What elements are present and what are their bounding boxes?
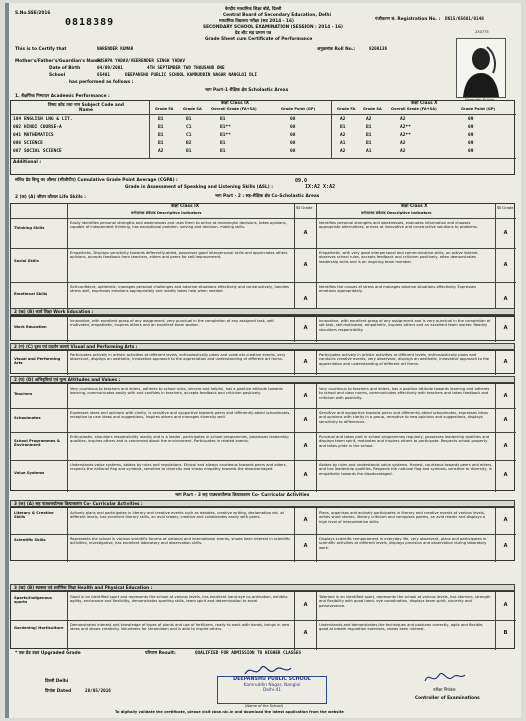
subject-row: [10, 140, 515, 148]
grade-x: A: [503, 517, 508, 523]
grade: C1: [186, 133, 192, 138]
part3-title: भाग Part - 3 सह पाठ्यचर्यात्मक क्रियाकलाप Co- Curricular Activities: [175, 493, 310, 498]
health-table: [10, 591, 515, 649]
controller-label: Controller of Examinations: [415, 696, 480, 701]
grade-ix: A: [303, 543, 308, 549]
grade-ix: A: [303, 393, 308, 399]
parents-name: PUSHPA YADAV/VEERENDER SINGH YADAV: [97, 59, 185, 64]
life-skills-title: 2 (क) (A) जीवन कौशल Life Skills :: [15, 195, 86, 200]
descriptor-ix: Empathetic, Displays sensitivity towards differently-abled, possesses good interpersonal skills and appreciates others opinions, accepts feedback from teachers, elders and peers for self-improvement.: [70, 251, 288, 260]
skill-name: School Programmes & Environment: [14, 439, 60, 448]
grade: A1: [340, 141, 346, 146]
subject-row: [10, 132, 515, 140]
grade: B2: [186, 141, 192, 146]
grade-x: A: [503, 417, 508, 423]
grade-ix: A: [303, 230, 308, 236]
grade: A1: [366, 149, 372, 154]
grade: A2: [158, 149, 164, 154]
descriptor-x: Abides by rules and understands value systems. Honest, courteous towards peers and elders, and has leadership qualities. Respects the national flag and symbols, sensitive to diversity, is empathetic towards the disadvantaged.: [319, 463, 493, 476]
grade: B1: [366, 125, 372, 130]
health-title: 3 (ख) (B) स्वास्थ्य एवं शारीरिक शिक्षा Health and Physical Education :: [10, 584, 515, 591]
descriptor-ix: Innovative, with excellent grasp of any assignment, very punctual in the completion of any assigned task, self-motivated, empathetic, inspires others and an excellent team worker.: [70, 319, 275, 328]
descriptor-ix: Enthusiastic, shoulders responsibility readily and is a leader, participates in school programmes, possesses leadership qualities, inspires others and is concerned about the environment. Participates in related events.: [70, 435, 289, 444]
school-name-caption: (Name of the School): [245, 704, 284, 708]
grade-ix: A: [303, 602, 308, 608]
grade-point: 08: [290, 149, 296, 154]
school-label: School: [49, 73, 66, 78]
grade-point: 09: [468, 133, 474, 138]
x-overall-header: Overall Grade (FA+SA): [391, 107, 437, 111]
grade: B1: [220, 149, 226, 154]
roll-number: 8208136: [369, 47, 388, 52]
grade: A2: [400, 141, 406, 146]
skill-name: Thinking Skills: [14, 226, 45, 230]
descriptor-x: Displays scientific temperament in everyday life, very observant, plans and participates in scientific activities at different levels, displays precision and observation during laboratory work.: [319, 537, 487, 550]
skill-name: Teachers: [14, 392, 33, 396]
controller-hindi: परीक्षा नियंत्रक: [433, 688, 456, 693]
grade: B1: [158, 133, 164, 138]
skill-name: Visual and Performing Arts: [14, 357, 61, 366]
attitudes-table: [10, 383, 515, 491]
parents-label: Mother's/Father's/Guardian's Name: [15, 59, 101, 64]
photo-caption: Narender Kumar: [465, 98, 495, 102]
grade: A2: [366, 117, 372, 122]
descriptor-x: Sensitive and supportive towards peers and differently-abled schoolmates, expresses ideas and opinions with clarity in a group, receptive to new opinions and suggestions, displays sensitivity to differences.: [319, 411, 489, 424]
student-name: NARENDER KUMAR: [97, 47, 134, 52]
result-label: परिणाम Result:: [145, 651, 176, 656]
activities-title: 3 (क) (A) सह पाठ्यचर्यात्मक क्रियाकलाप Co- Curricular Activities :: [10, 500, 515, 507]
ix-gp-header: Grade Point (GP): [281, 107, 316, 111]
grade-point: 09: [468, 125, 474, 130]
col-class-ix: कक्षा Class IX: [171, 204, 200, 209]
additional-label: Additional :: [13, 160, 42, 165]
descriptor-x: Innovative, with excellent grasp of any assignment and is very punctual in the completion of set task, self-motivated, empathetic, inspires others and an excellent team worker. Readily shoulders responsibility.: [319, 319, 491, 332]
work-education-table: [10, 315, 515, 341]
descriptor-ix: Good in an identified sport and represents the school at various levels, has excellent hand-eye co-ordination, exhibits agility, endurance and flexibility, demonstrates sporting skills, team spirit and determination to excel.: [70, 595, 288, 604]
descriptor-ix: Actively plans and participates in literary and creative events such as debates, creative writing, declamation etc. at different levels, has excellent literary skills, an avid reader, creative and collaborates easily with peers.: [70, 511, 285, 520]
grade-ix: A: [303, 296, 308, 302]
scanned-edge: [5, 3, 9, 718]
subject-name: 184 ENGLISH LNG & LIT.: [13, 117, 73, 122]
grade-ix: A: [303, 359, 308, 365]
grade: A2: [340, 133, 346, 138]
grade: B1: [366, 133, 372, 138]
date-label: दिनांक Dated: [45, 689, 72, 694]
skill-name: Gardening/ Horticulture: [14, 626, 64, 630]
dob-value: 04/09/2001: [97, 66, 123, 71]
asl-value: IX:A2 X:A2: [305, 184, 336, 190]
ix-sa-header: Grade SA: [183, 107, 202, 111]
subject-name: 041 MATHEMATICS: [13, 133, 54, 138]
grade-x: A: [503, 230, 508, 236]
descriptor-ix: Understands value systems, abides by rules and regulations. Ethical and always courteous towards peers and elders, respects the national flag and symbols, sensitive to diversity and shows empathy towards the disadvantaged.: [70, 463, 287, 472]
grade-point: 08: [290, 117, 296, 122]
grade-x: A: [503, 393, 508, 399]
cgpa-value: 09.0: [295, 178, 308, 184]
descriptor-ix: Easily identifies personal strengths and weaknesses and uses them to arrive at meaningful decisions, takes opinions, capable of independent thinking, has exceptional problem- solving and decision- making skills.: [70, 221, 287, 230]
visual-arts-table: [10, 350, 515, 374]
grade: A2**: [400, 133, 411, 138]
visual-arts-title: 2 (ग) (C) दृश्य एवं प्रदर्शन कलाएं Visual and Performing Arts :: [10, 343, 515, 350]
class-x-header: कक्षा Class X: [411, 101, 438, 106]
board-name: Central Board of Secondary Education, Delhi: [223, 13, 331, 18]
subject-name: 087 SOCIAL SCIENCE: [13, 149, 62, 154]
life-skills-table: [10, 203, 515, 317]
descriptor-x: Very courteous to teachers and elders, has a positive attitude towards learning and adheres to school and class norms, communicates effectively with teachers and takes feedback and criticism with positivity.: [319, 387, 490, 400]
sheet-name: Grade Sheet cum Certificate of Performance: [205, 37, 313, 42]
validation-note: To digitally validate the certificate, please visit cbse.nic.in and download the latest application from the website: [115, 710, 344, 714]
part1-subtitle: 1. शैक्षणिक निष्पादन Academic Performance :: [15, 94, 110, 99]
grade-point: 08: [290, 141, 296, 146]
col-class-x: कक्षा Class X: [401, 204, 428, 209]
attitudes-title: 2 (घ) (D) अभिवृत्तियां एवं मूल्य Attitudes and Values :: [10, 376, 515, 383]
upgraded-grade-note: * एक ग्रेड उन्नत Upgraded Grade: [15, 651, 81, 656]
exam-name: SECONDARY SCHOOL EXAMINATION (SESSION : 2014 - 16): [203, 25, 343, 30]
skill-name: Value Systems: [14, 471, 45, 475]
grade-x: A: [503, 543, 508, 549]
board-hindi: केन्द्रीय माध्यमिक शिक्षा बोर्ड, दिल्ली: [225, 7, 282, 12]
grade-point: 08: [290, 133, 296, 138]
grade-header-x: ग्रेड Grade: [497, 206, 514, 210]
subject-name: 002 HINDI COURSE-A: [13, 125, 62, 130]
school-name: DEEPANSHU PUBLIC SCHOOL KAMRUDDIN NAGAR NANGLOI DLI: [125, 73, 257, 78]
exam-hindi: माध्यमिक विद्यालय परीक्षा (सत्र 2014 - 16): [219, 19, 294, 24]
grade-ix: A: [303, 517, 308, 523]
descriptor-ix: Very courteous to teachers and elders, adheres to school rules, sincere and helpful, has a positive attitude towards learning, communicates easily with and confides in teachers, accepts feedback and criticism positively.: [70, 387, 283, 396]
roll-label: अनुक्रमांक Roll No.:: [317, 47, 356, 52]
desc-header-ix: वर्णनात्मक संकेतक Descriptive Indicators: [131, 211, 202, 215]
part2-title: भाग Part - 2 : सह-शैक्षिक क्षेत्र Co-Scholastic Areas: [215, 194, 320, 199]
grade: B1: [220, 117, 226, 122]
grade: B1**: [220, 133, 231, 138]
grade-ix: A: [303, 325, 308, 331]
serial-label: S.No.SSE/2016: [15, 11, 51, 16]
subject-row: [10, 124, 515, 132]
descriptor-x: Plans, organises and actively participates in literary and creative events at various levels, writes short stories, literary criticism and composes poems, an avid reader and displays a high level of interpretative skills.: [319, 511, 486, 524]
skill-name: Schoolmates: [14, 416, 41, 420]
grade-x: A: [503, 602, 508, 608]
grade-x: A: [503, 325, 508, 331]
skill-name: Emotional Skills: [14, 292, 48, 296]
grade: B1: [220, 141, 226, 146]
grade: B1: [186, 117, 192, 122]
grade-x: A: [503, 359, 508, 365]
performance-label: has performed as follows :: [69, 80, 134, 85]
stamp-line-3: Delhi-41: [262, 688, 282, 694]
skill-name: Sports/Indigenous sports: [14, 596, 52, 605]
grade-x: A: [503, 296, 508, 302]
place-label: दिल्ली Delhi: [45, 679, 69, 684]
grade-ix: A: [303, 472, 308, 478]
descriptor-ix: Expresses ideas and opinions with clarity, is sensitive and supportive towards peers and differently-abled schoolmates, receptive to new ideas and suggestions, inspires others and manages diversity well.: [70, 411, 291, 420]
grade-point: 08: [290, 125, 296, 130]
grade-x: B: [503, 630, 508, 636]
descriptor-ix: Represents the school in various scientific forums at national and international events, shows keen interest in scientific activities, investigative, has excellent laboratory and observation skills.: [70, 537, 291, 546]
grade-ix: A: [303, 417, 308, 423]
registration-label: पंजीकरण सं. Registration No. :: [375, 17, 441, 22]
school-code: 65401: [97, 73, 110, 78]
subject-row: [10, 116, 515, 124]
stamp-line-1: DEEPANSHU PUBLIC SCHOOL: [233, 677, 311, 682]
skill-name: Work Education: [14, 325, 47, 329]
descriptor-x: Talented in an identified sport, represents the school at various levels, has stamina, strength and flexibility with good hand- eye coordination, displays team spirit, sincerity and perseverance.: [319, 595, 491, 608]
registration-number: D615/65601/0148: [445, 17, 484, 22]
work-education-title: 2 (ख) (B) कार्य शिक्षा Work Education :: [10, 308, 515, 315]
descriptor-x: Identifies personal strengths and weaknesses, evaluates information and chooses appropriate alternatives, arrives at innovative and constructive solutions to problems.: [319, 221, 479, 230]
photo-number: 230775: [475, 30, 489, 34]
grade-header-ix: ग्रेड Grade: [296, 206, 313, 210]
certify-label: This is to Certify that: [15, 47, 67, 52]
ix-fa-header: Grade FA: [155, 107, 174, 111]
desc-header-x: वर्णनात्मक संकेतक Descriptive Indicators: [361, 211, 432, 215]
result-value: QUALIFIED FOR ADMISSION TO HIGHER CLASSES: [195, 651, 302, 656]
grade-x: A: [503, 443, 508, 449]
skill-name: Scientific Skills: [14, 538, 46, 542]
student-photo: [456, 38, 506, 98]
x-sa-header: Grade SA: [363, 107, 382, 111]
grade: B1: [158, 117, 164, 122]
grade: B1: [186, 149, 192, 154]
x-fa-header: Grade FA: [337, 107, 356, 111]
grade-point: 09: [468, 117, 474, 122]
grade-x: A: [503, 472, 508, 478]
grade-x: A: [503, 262, 508, 268]
grade: B1: [340, 125, 346, 130]
grade: B1: [158, 141, 164, 146]
descriptor-x: Participates actively in artistic activities at different levels, enthusiastically plans and conducts creative events, very observant, displays an aesthetic, innovative approach to the appreciation and understanding of different art forms.: [319, 353, 490, 366]
descriptor-x: Empathetic, with very good interpersonal and communicative skills, an active listener, observes school rules, accepts feedback and criticism positively, often demonstrates leadership skills and is an inspiring team member.: [319, 251, 479, 264]
grade: A2: [340, 117, 346, 122]
cgpa-label: संचित ग्रेड बिन्दु का औसत (सीजीपीए) Cumulative Grade Point Average (CGPA) :: [15, 178, 178, 183]
grade: A2: [400, 117, 406, 122]
grade: B1: [366, 141, 372, 146]
stamp-line-2: Kamruddin Nagar, Nangloi: [243, 683, 301, 688]
grade: C1: [186, 125, 192, 130]
ix-overall-header: Overall Grade (FA+SA): [211, 107, 257, 111]
grade: A2: [340, 149, 346, 154]
class-ix-header: कक्षा Class IX: [221, 101, 250, 106]
activities-table: [10, 507, 515, 561]
school-stamp: [217, 676, 327, 704]
dob-words: 4TH SEPTEMBER TWO THOUSAND ONE: [147, 66, 225, 71]
subject-header: विषय कोड तथा नाम Subject Code and Name: [48, 103, 124, 114]
asl-label: Grade in Assessment of Speaking and Listening Skills (ASL) :: [125, 185, 273, 190]
subject-row: [10, 148, 515, 156]
descriptor-x: Understands and demonstrates the techniques and postures correctly, agile and flexible, good at breath regulation exercises, shows keen interest.: [319, 623, 484, 632]
grade-ix: A: [303, 630, 308, 636]
grade-point: 09: [468, 141, 474, 146]
x-gp-header: Grade Point (GP): [461, 107, 496, 111]
grade-sheet-certificate: [5, 3, 521, 718]
grade: A2: [400, 149, 406, 154]
descriptor-ix: Self-confident, optimistic, manages personal challenges and adverse situations effectively and constructively, handles stress well, expresses emotions appropriately and readily takes help when needed.: [70, 285, 289, 294]
grade: B1**: [220, 125, 231, 130]
descriptor-ix: Participates actively in artistic activities at different levels, enthusiastically plans and conducts creative events, very observant, displays an aesthetic, innovative approach to the appreciation and understanding of different art forms.: [70, 353, 286, 362]
grade: A2**: [400, 125, 411, 130]
descriptor-x: Punctual and takes part in school programmes regularly, possesses leadership qualities and displays team spirit, motivates and inspires others to participate. Respects school property and takes pride in the school.: [319, 435, 490, 448]
grade-point: 09: [468, 149, 474, 154]
grade-ix: A: [303, 262, 308, 268]
descriptor-ix: Demonstrates interest and knowledge of types of plants and use of fertilizers, ready to work with hands, brings in new ideas and shows creativity. Volunteers for shramdaan and is able to inspire others.: [70, 623, 290, 632]
grade-ix: A: [303, 443, 308, 449]
serial-number: 0818389: [65, 17, 115, 28]
sheet-hindi: ग्रेड शीट सह प्रमाण पत्र: [235, 31, 272, 36]
descriptor-x: Identifies the causes of stress and manages adverse situations effectively. Expresses emotions appropriately.: [319, 285, 477, 294]
date-value: 28/05/2016: [85, 689, 111, 694]
subject-name: 086 SCIENCE: [13, 141, 43, 146]
grade: B1: [158, 125, 164, 130]
skill-name: Literary & Creative Skills: [14, 511, 54, 520]
skill-name: Social Skills: [14, 259, 39, 263]
part1-title: भाग Part-1 शैक्षिक क्षेत्र Scholastic Areas: [205, 88, 289, 93]
dob-label: Date of Birth: [49, 66, 81, 71]
